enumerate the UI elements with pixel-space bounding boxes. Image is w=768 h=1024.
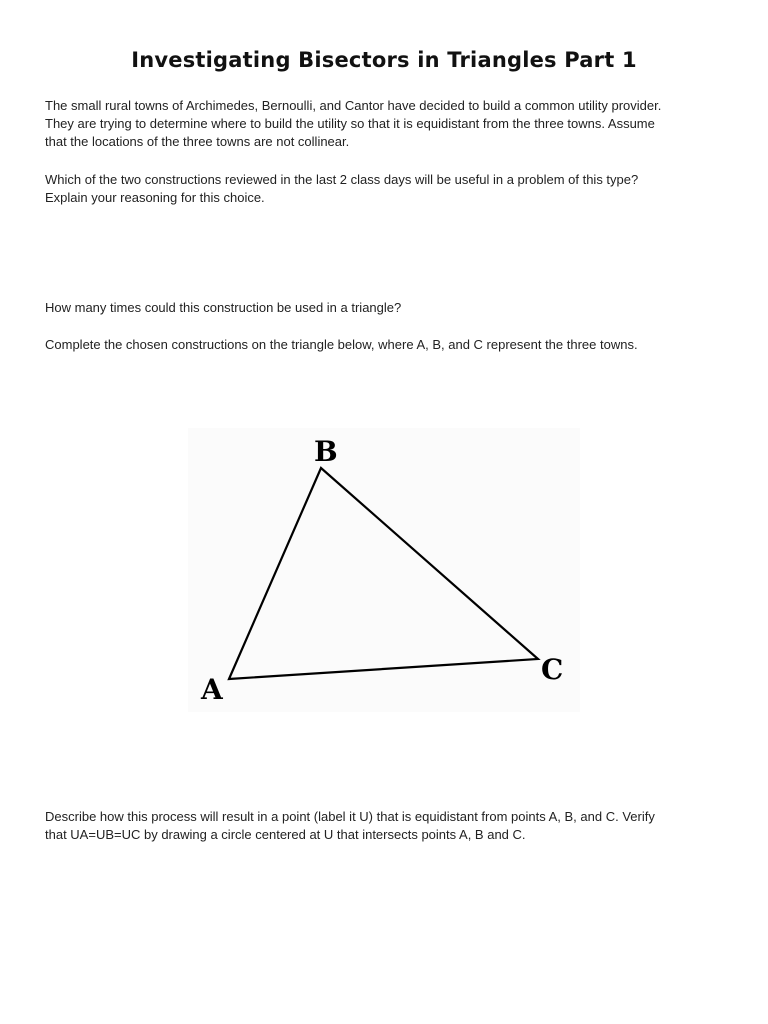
page-title: Investigating Bisectors in Triangles Part 1 (131, 48, 637, 72)
question-line: Explain your reasoning for this choice. (45, 190, 265, 205)
instruction-line: Complete the chosen constructions on the triangle below, where A, B, and C represent the three towns. (45, 337, 638, 352)
triangle-diagram (188, 428, 580, 712)
question-times (45, 299, 735, 317)
question-line: Which of the two constructions reviewed in the last 2 class days will be useful in a problem of this type? (45, 172, 639, 187)
vertex-label-c: C (541, 653, 564, 686)
intro-line: that the locations of the three towns are not collinear. (45, 134, 350, 149)
triangle-figure (188, 428, 580, 712)
question-line: How many times could this construction be used in a triangle? (45, 300, 402, 315)
describe-paragraph (45, 808, 735, 844)
intro-line: They are trying to determine where to build the utility so that it is equidistant from the three towns. Assume (45, 116, 655, 131)
instruction-paragraph (45, 336, 735, 354)
question-constructions (45, 171, 735, 207)
vertex-label-b: B (314, 435, 338, 468)
describe-line: Describe how this process will result in a point (label it U) that is equidistant from points A, B, and C. Verify (45, 809, 655, 824)
describe-line: that UA=UB=UC by drawing a circle centered at U that intersects points A, B and C. (45, 827, 526, 842)
vertex-label-a: A (201, 673, 223, 706)
intro-line: The small rural towns of Archimedes, Bernoulli, and Cantor have decided to build a common utility provider. (45, 98, 662, 113)
intro-paragraph (45, 97, 735, 151)
triangle-abc (229, 468, 538, 679)
